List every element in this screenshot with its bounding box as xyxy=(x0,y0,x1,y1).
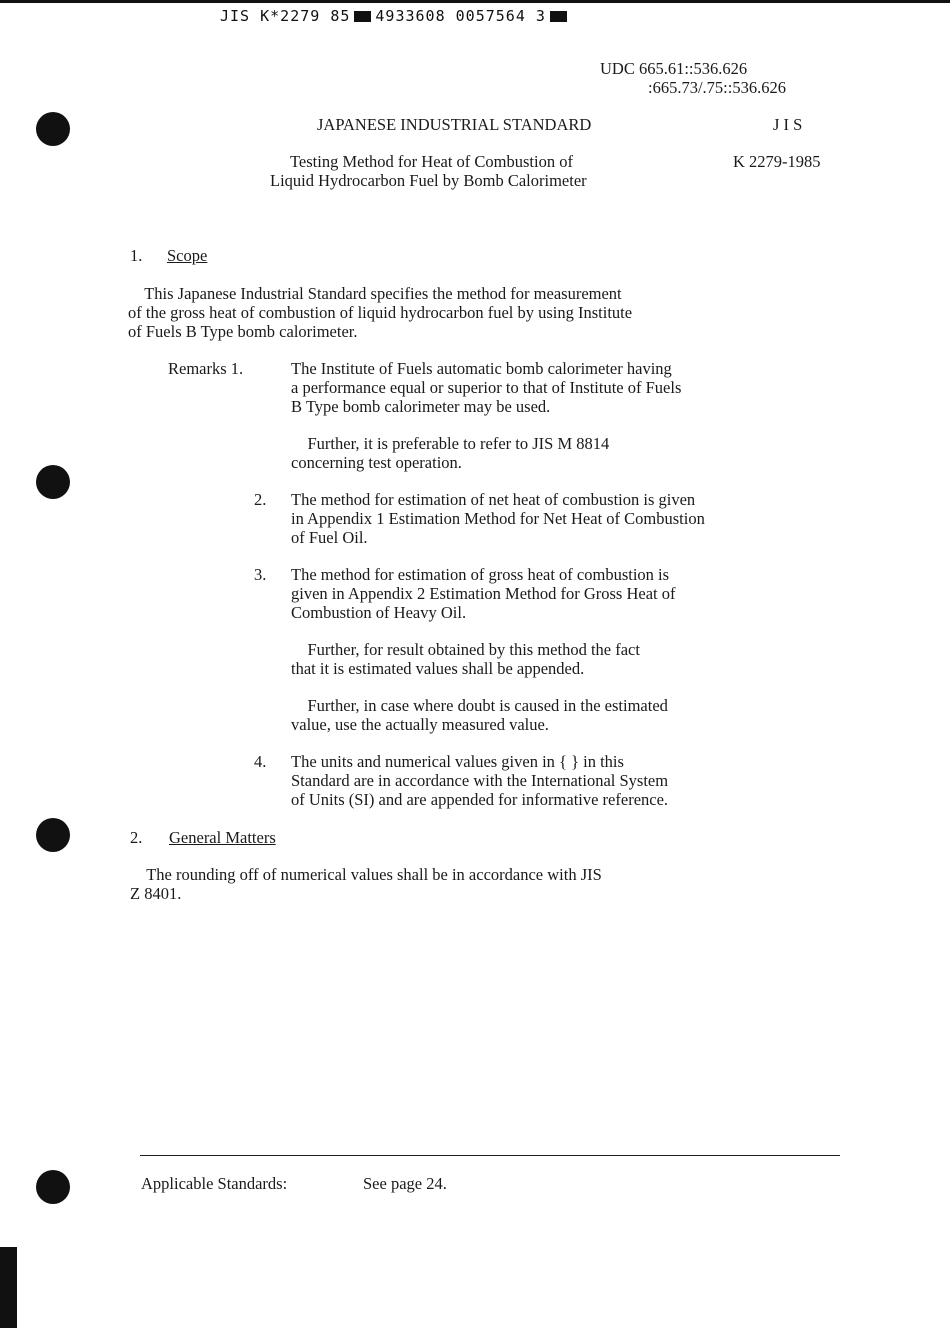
udc-line-2: :665.73/.75::536.626 xyxy=(648,78,786,97)
standard-number: K 2279-1985 xyxy=(733,152,821,171)
remark-3-further-1: Further, for result obtained by this method the fact that it is estimated values shall be appended. xyxy=(291,640,640,678)
punch-hole-icon xyxy=(36,465,70,499)
edge-bar xyxy=(0,1247,17,1328)
punch-hole-icon xyxy=(36,818,70,852)
block-mark-icon xyxy=(550,11,567,22)
section1-heading: Scope xyxy=(167,246,208,265)
remark-4-number: 4. xyxy=(254,752,267,771)
section2-heading: General Matters xyxy=(169,828,276,847)
footer-divider xyxy=(140,1155,840,1156)
remarks-label: Remarks 1. xyxy=(168,359,244,378)
title-line-2: Liquid Hydrocarbon Fuel by Bomb Calorimeter xyxy=(270,171,587,190)
punch-hole-icon xyxy=(36,112,70,146)
section2-number: 2. xyxy=(130,828,143,847)
section1-number: 1. xyxy=(130,246,143,265)
section1-body: This Japanese Industrial Standard specifies the method for measurement of the gross heat of combustion of liquid hydrocarbon fuel by using Institute of Fuels B Type bomb calorimeter. xyxy=(128,284,633,341)
section2-body: The rounding off of numerical values shall be in accordance with JIS Z 8401. xyxy=(130,865,602,903)
remark-2-text: The method for estimation of net heat of combustion is given in Appendix 1 Estimation Method for Net Heat of Combustion of Fuel Oil. xyxy=(291,490,705,547)
header-code-numbers: 4933608 0057564 3 xyxy=(375,7,546,25)
remark-3-number: 3. xyxy=(254,565,267,584)
standard-org: JAPANESE INDUSTRIAL STANDARD xyxy=(317,115,592,134)
remark-1-text: The Institute of Fuels automatic bomb calorimeter having a performance equal or superior to that of Institute of Fuels B Type bomb calorimeter may be used. xyxy=(291,359,682,416)
header-code-prefix: JIS K*2279 85 xyxy=(220,7,351,25)
standard-abbr: J I S xyxy=(773,115,803,134)
remark-3-text: The method for estimation of gross heat of combustion is given in Appendix 2 Estimation Method for Gross Heat of Combustion of Heavy Oil. xyxy=(291,565,676,622)
udc-line-1: UDC 665.61::536.626 xyxy=(600,59,748,78)
title-line-1: Testing Method for Heat of Combustion of xyxy=(290,152,573,171)
footer-label: Applicable Standards: xyxy=(141,1174,288,1193)
top-edge-line xyxy=(0,0,950,3)
block-mark-icon xyxy=(354,11,371,22)
punch-hole-icon xyxy=(36,1170,70,1204)
remark-1-further: Further, it is preferable to refer to JIS M 8814 concerning test operation. xyxy=(291,434,610,472)
remark-2-number: 2. xyxy=(254,490,267,509)
remark-1-number: 1. xyxy=(230,359,244,378)
remark-4-text: The units and numerical values given in { } in this Standard are in accordance with the International System of Units (SI) and are appended for informative reference. xyxy=(291,752,669,809)
remark-3-further-2: Further, in case where doubt is caused in the estimated value, use the actually measured value. xyxy=(291,696,668,734)
header-code xyxy=(220,7,571,25)
footer-text: See page 24. xyxy=(363,1174,447,1193)
